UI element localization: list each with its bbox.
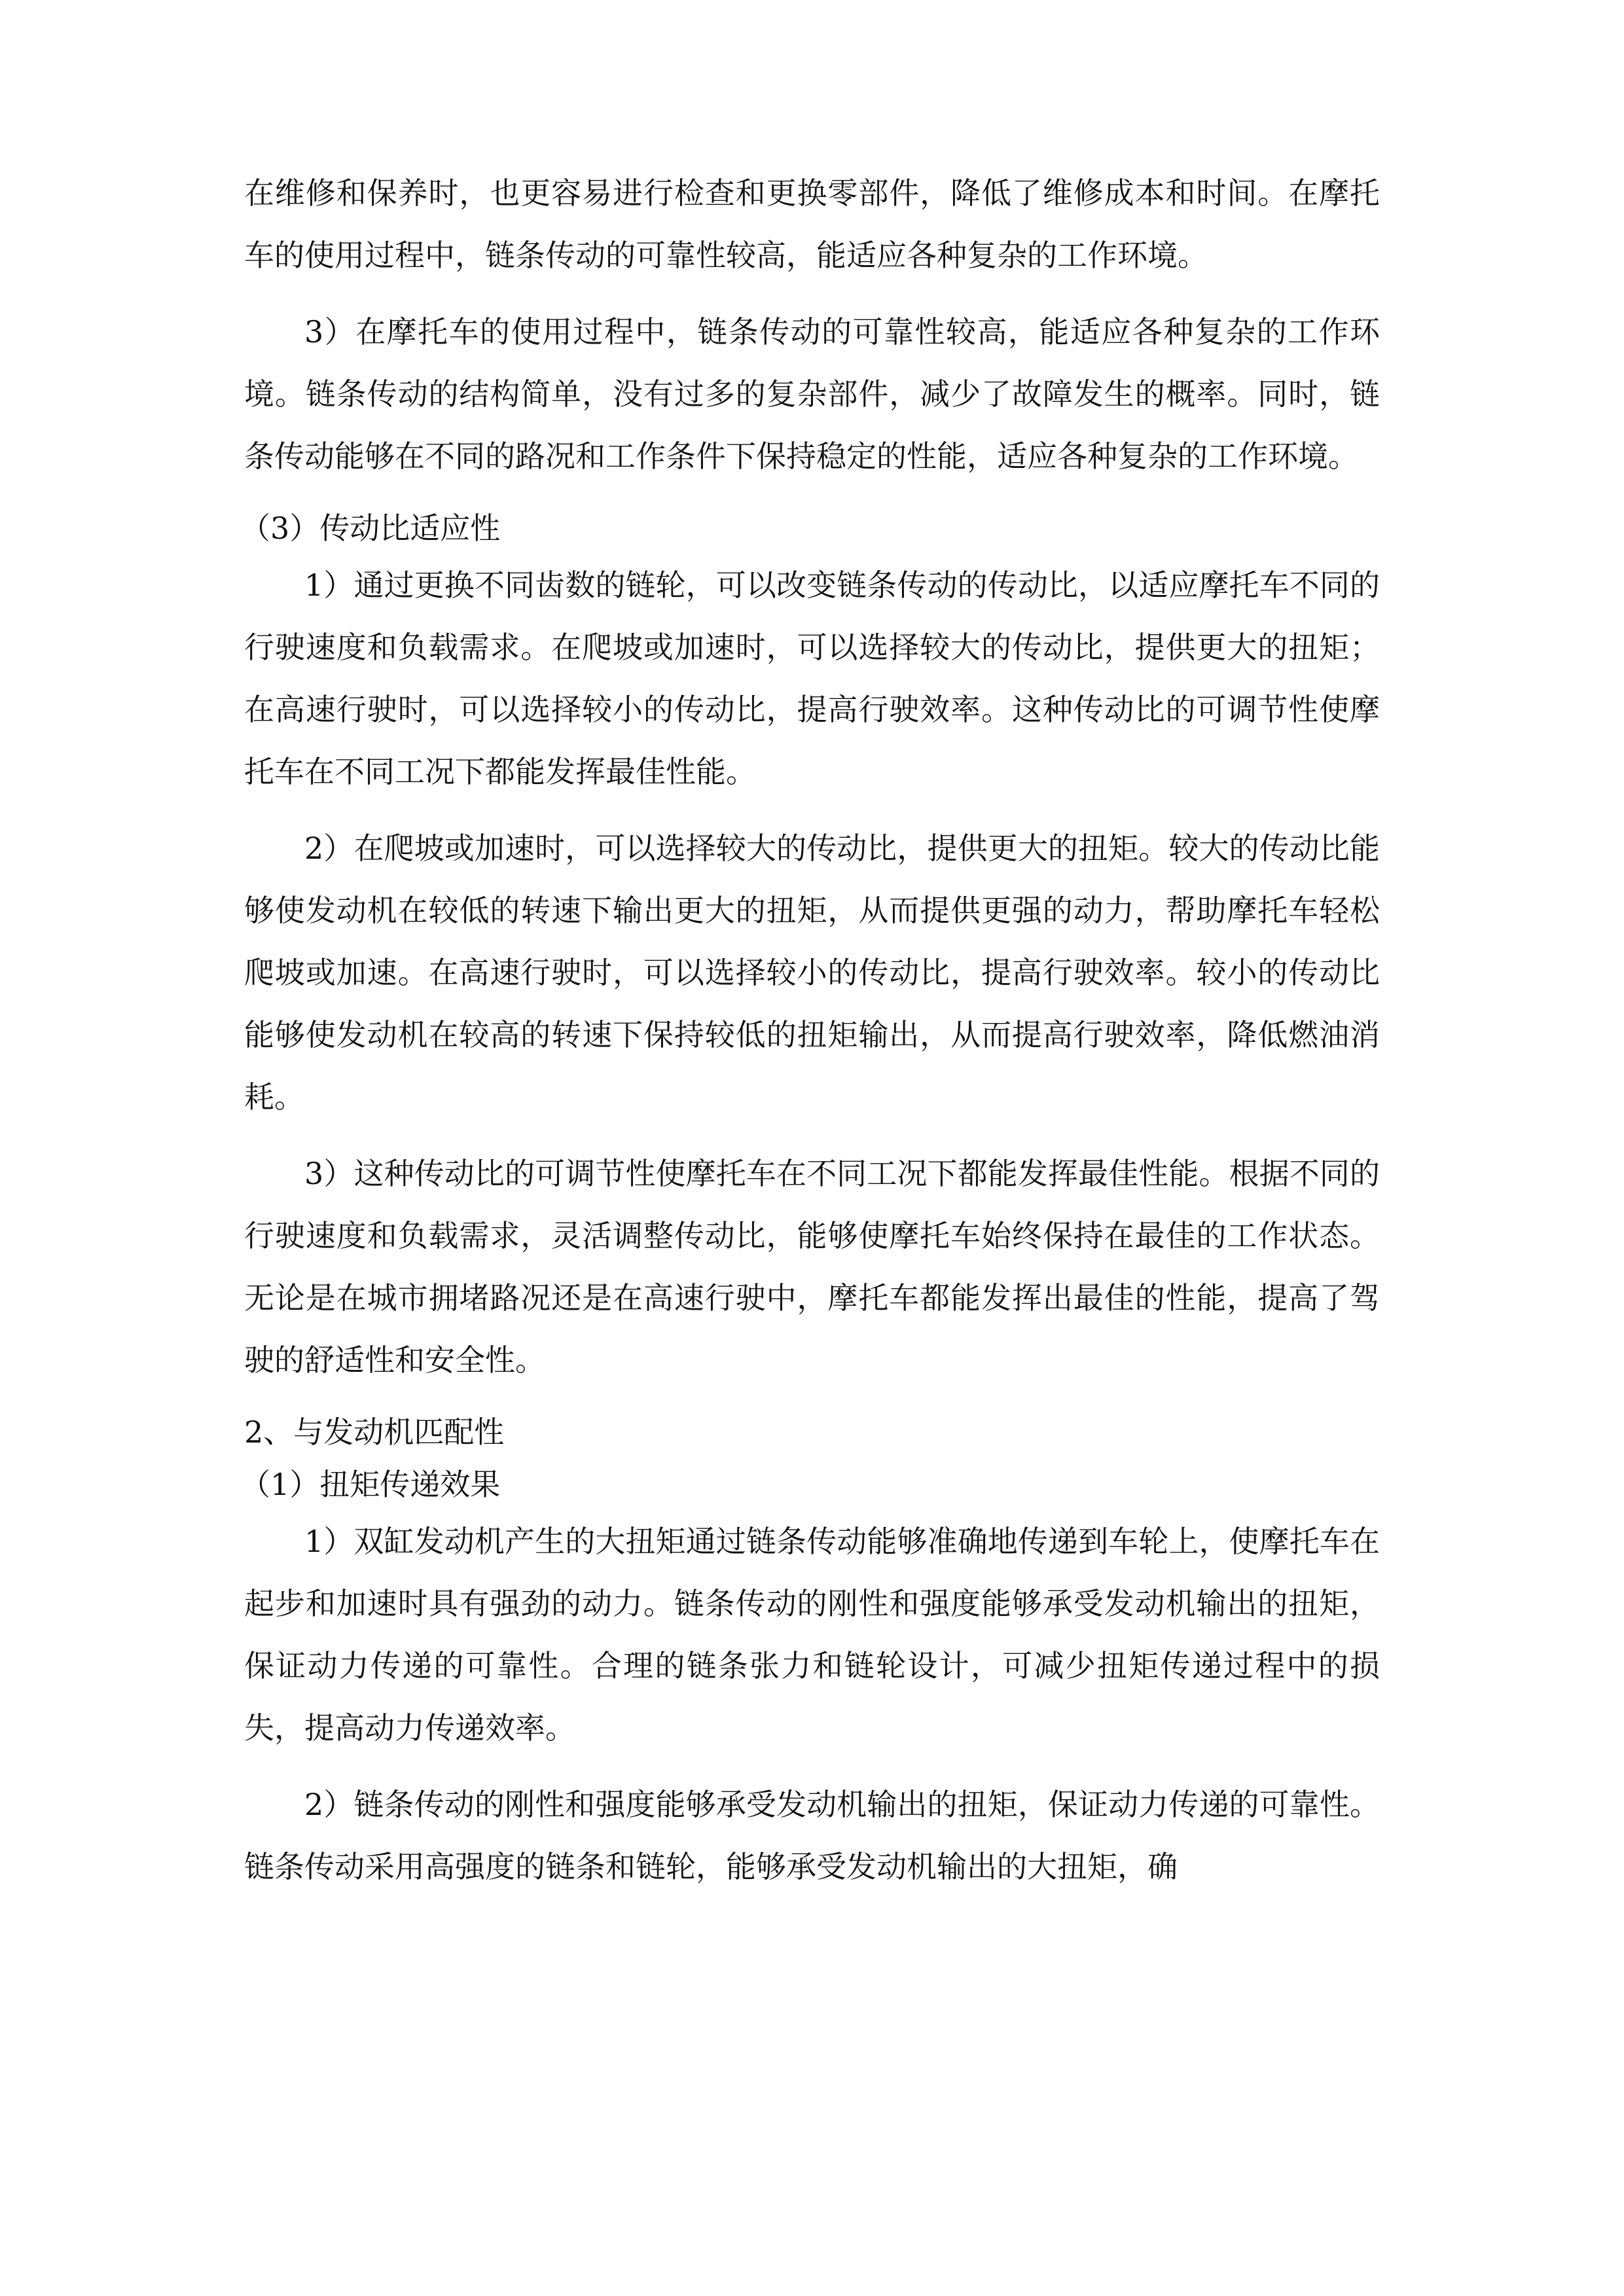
document-body: [240, 162, 1380, 1912]
heading-torque-transfer: （1）扭矩传递效果: [240, 1467, 501, 1502]
paragraph-torque-2: 2）链条传动的刚性和强度能够承受发动机输出的扭矩，保证动力传递的可靠性。链条传动采用高强度的链条和链轮，能够承受发动机输出的大扭矩，确: [244, 1787, 1380, 1884]
paragraph-ratio-3: 3）这种传动比的可调节性使摩托车在不同工况下都能发挥最佳性能。根据不同的行驶速度和负载需求，灵活调整传动比，能够使摩托车始终保持在最佳的工作状态。无论是在城市拥堵路况还是在高速行驶中，摩托车都能发挥出最佳的性能，提高了驾驶的舒适性和安全性。: [244, 1156, 1380, 1378]
paragraph-ratio-2: 2）在爬坡或加速时，可以选择较大的传动比，提供更大的扭矩。较大的传动比能够使发动机在较低的转速下输出更大的扭矩，从而提供更强的动力，帮助摩托车轻松爬坡或加速。在高速行驶时，可以选择较小的传动比，提高行驶效率。较小的传动比能够使发动机在较高的转速下保持较低的扭矩输出，从而提高行驶效率，降低燃油消耗。: [244, 831, 1380, 1115]
heading-ratio-adaptability: （3）传动比适应性: [240, 511, 501, 546]
paragraph-torque-1: 1）双缸发动机产生的大扭矩通过链条传动能够准确地传递到车轮上，使摩托车在起步和加速时具有强劲的动力。链条传动的刚性和强度能够承受发动机输出的扭矩，保证动力传递的可靠性。合理的链条张力和链轮设计，可减少扭矩传递过程中的损失，提高动力传递效率。: [244, 1524, 1380, 1746]
paragraph-maintenance: 在维修和保养时，也更容易进行检查和更换零部件，降低了维修成本和时间。在摩托车的使用过程中，链条传动的可靠性较高，能适应各种复杂的工作环境。: [244, 175, 1380, 273]
paragraph-reliability: 3）在摩托车的使用过程中，链条传动的可靠性较高，能适应各种复杂的工作环境。链条传动的结构简单，没有过多的复杂部件，减少了故障发生的概率。同时，链条传动能够在不同的路况和工作条件下保持稳定的性能，适应各种复杂的工作环境。: [244, 314, 1380, 474]
paragraph-ratio-1: 1）通过更换不同齿数的链轮，可以改变链条传动的传动比，以适应摩托车不同的行驶速度和负载需求。在爬坡或加速时，可以选择较大的传动比，提供更大的扭矩；在高速行驶时，可以选择较小的传动比，提高行驶效率。这种传动比的可调节性使摩托车在不同工况下都能发挥最佳性能。: [244, 567, 1380, 789]
heading-engine-matching: 2、与发动机匹配性: [244, 1414, 505, 1450]
